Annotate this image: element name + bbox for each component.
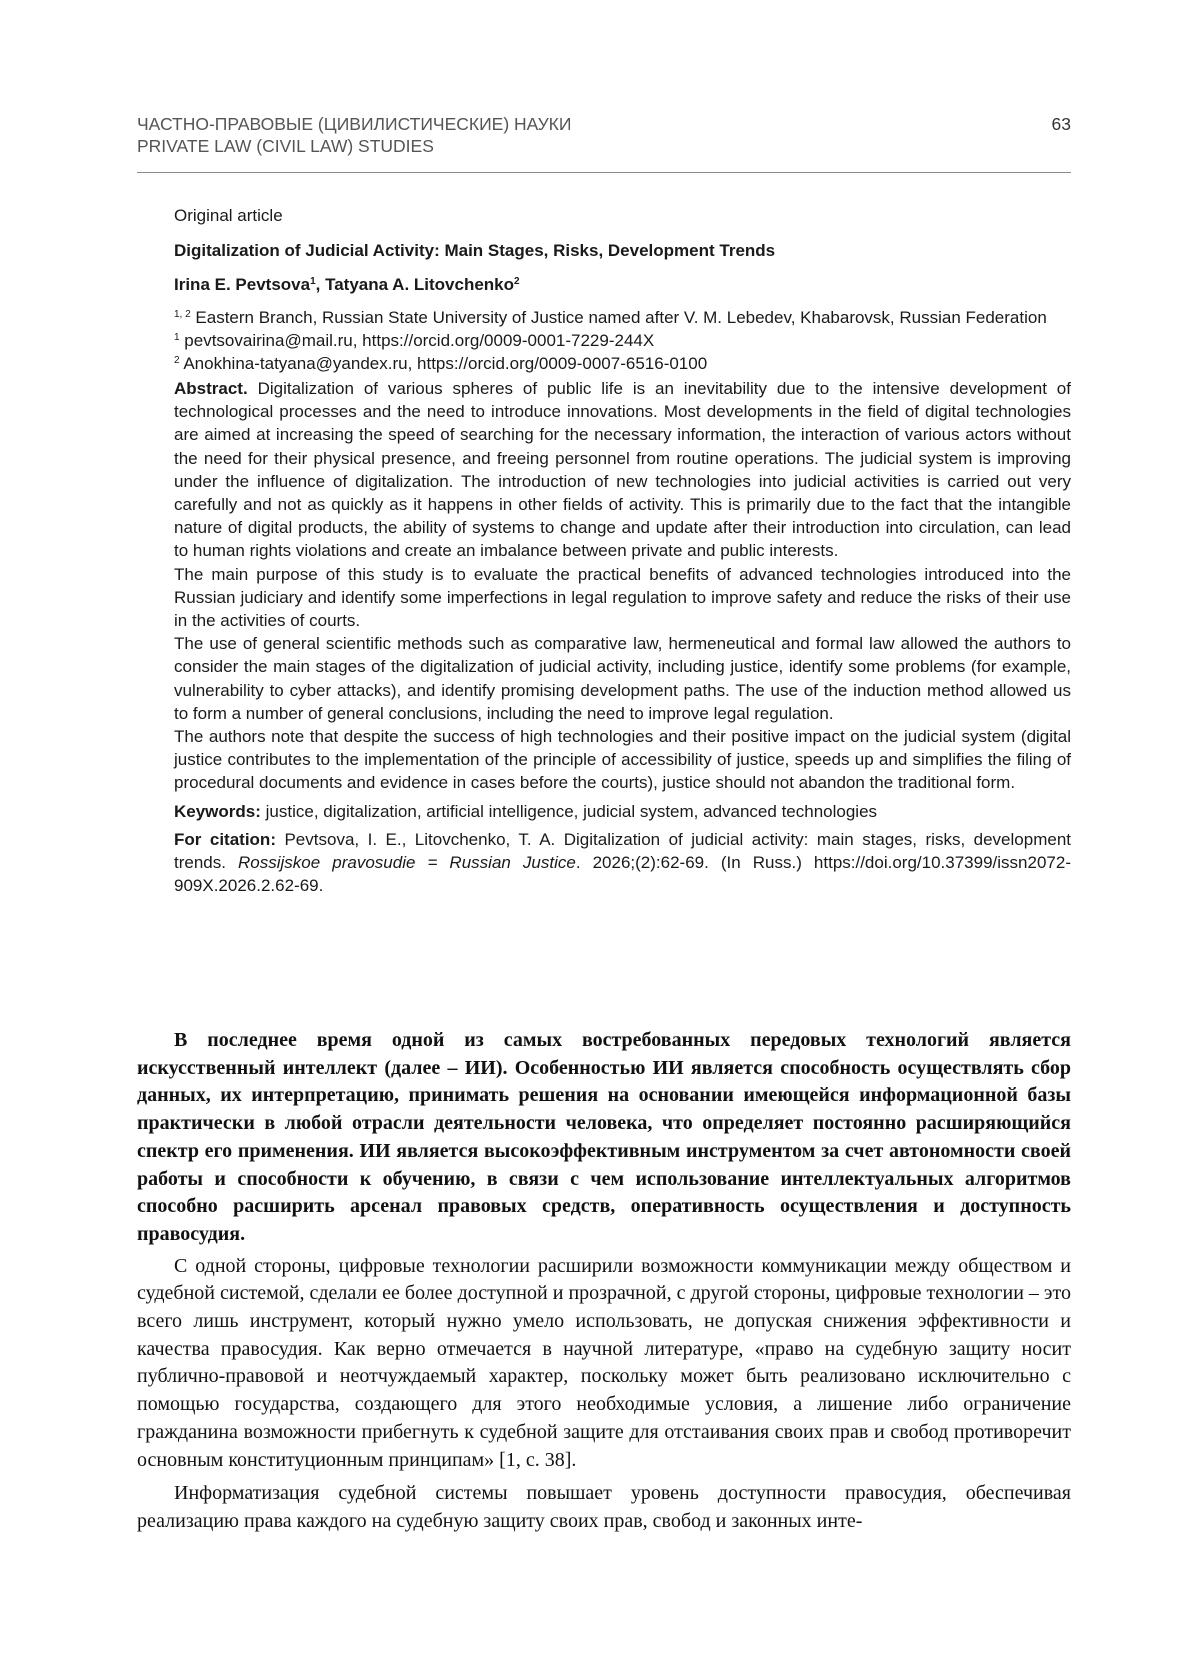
header-divider [137, 172, 1071, 173]
abstract-label: Abstract. [174, 379, 248, 398]
email-2-superscript: 2 [174, 355, 180, 366]
author-1-superscript: 1 [310, 276, 316, 287]
keywords-text: justice, digitalization, artificial intelligence, judicial system, advanced technologies [260, 801, 878, 821]
article-metadata [174, 204, 1071, 897]
email-1-text: pevtsovairina@mail.ru, https://orcid.org/0009-0001-7229-244X [179, 331, 655, 350]
affiliation-superscript: 1, 2 [174, 309, 191, 320]
page-number: 63 [1051, 114, 1071, 134]
author-1-contact [174, 329, 1071, 352]
citation-label: For citation: [174, 829, 276, 849]
email-1-superscript: 1 [174, 332, 180, 343]
abstract-paragraph-4: The authors note that despite the success of high technologies and their positive impact on the judicial system (digital justice contributes to the implementation of the principle of accessibility of justice, speeds up and simplifies the filing of procedural documents and evidence in cases before the courts), justice should not abandon the traditional form. [174, 727, 1071, 793]
abstract-paragraph-2: The main purpose of this study is to evaluate the practical benefits of advanced technologies introduced into the Russian judiciary and identify some imperfections in legal regulation to improve safety and reduce the risks of their use in the activities of courts. [174, 564, 1071, 631]
affiliation [174, 306, 1071, 329]
author-1: Irina E. Pevtsova [174, 275, 311, 294]
section-title-en: PRIVATE LAW (CIVIL LAW) STUDIES [137, 136, 434, 156]
abstract-text-1: Digitalization of various spheres of public life is an inevitability due to the intensive development of technological processes and the need to introduce innovations. Most developments in the field of digital technologies are aimed at increasing the speed of searching for the necessary information, the interaction of various actors without the need for their physical presence, and freeing personnel from routine operations. The judicial system is improving under the influence of digitalization. The introduction of new technologies into judicial activities is carried out very carefully and not as quickly as it happens in other fields of activity. This is primarily due to the fact that the intangible nature of digital products, the ability of systems to change and update after their introduction into circulation, can lead to human rights violations and create an imbalance between private and public interests. [174, 379, 1071, 561]
authors [174, 273, 1071, 296]
author-separator: , [315, 275, 326, 294]
article-title: Digitalization of Judicial Activity: Main Stages, Risks, Development Trends [174, 241, 776, 260]
article-body [137, 1027, 1071, 1536]
body-paragraph-3: Информатизация судебной системы повышает уровень доступности правосудия, обеспечивая реализацию права каждого на судебную защиту своих прав, свобод и законных инте- [137, 1482, 1071, 1532]
running-head [137, 113, 1071, 157]
keywords [174, 800, 1071, 823]
body-lead-paragraph: В последнее время одной из самых востребованных передовых технологий является искусственный интеллект (далее – ИИ). Особенностью ИИ является способность осуществлять сбор данных, их интерпретацию, принимать решения на основании имеющейся информационной базы практически в любой отрасли деятельности человека, что определяет постоянно расширяющийся спектр его применения. ИИ является высокоэффективным инструментом за счет автономности своей работы и способности к обучению, в связи с чем использование интеллектуальных алгоритмов способно расширить арсенал правовых средств, оперативность осуществления и доступность правосудия. [137, 1029, 1071, 1245]
affiliation-text: Eastern Branch, Russian State University of Justice named after V. M. Lebedev, Khabarovsk, Russian Federation [190, 308, 1047, 327]
author-2-contact [174, 352, 1071, 375]
author-2: Tatyana A. Litovchenko [325, 275, 515, 294]
email-2-text: Anokhina-tatyana@yandex.ru, https://orcid.org/0009-0007-6516-0100 [179, 354, 708, 373]
abstract-paragraph-1 [174, 377, 1071, 563]
keywords-label: Keywords: [174, 801, 261, 821]
article-type: Original article [174, 206, 283, 225]
abstract-paragraph-3: The use of general scientific methods such as comparative law, hermeneutical and formal law allowed the authors to consider the main stages of the digitalization of judicial activity, including justice, identify some problems (for example, vulnerability to cyber attacks), and identify promising development paths. The use of the induction method allowed us to form a number of general conclusions, including the need to improve legal regulation. [174, 634, 1071, 723]
citation [174, 828, 1071, 897]
citation-text-post: . 2026;(2):62-69. (In Russ.) https://doi.org/10.37399/issn2072-909X.2026.2.62-69. [174, 852, 1071, 895]
body-paragraph-2: С одной стороны, цифровые технологии расширили возможности коммуникации между обществом и судебной системой, сделали ее более доступной и прозрачной, с другой стороны, цифровые технологии – это всего лишь инструмент, который нужно умело использовать, не допуская снижения эффективности и качества правосудия. Как верно отмечается в научной литературе, «право на судебную защиту носит публично-правовой и неотчуждаемый характер, поскольку может быть реализовано исключительно с помощью государства, создающего для этого необходимые условия, а лишение либо ограничение гражданина возможности прибегнуть к судебной защите для отстаивания своих прав и свобод противоречит основным конституционным принципам» [1, с. 38]. [137, 1254, 1071, 1471]
author-2-superscript: 2 [514, 276, 520, 287]
citation-text-pre: Pevtsova, I. E., Litovchenko, T. A. Digitalization of judicial activity: main stages, risks, development trends. [174, 829, 1071, 872]
section-title-ru: ЧАСТНО-ПРАВОВЫЕ (ЦИВИЛИСТИЧЕСКИЕ) НАУКИ [137, 114, 572, 134]
citation-journal: Rossijskoe pravosudie = Russian Justice [238, 852, 576, 872]
